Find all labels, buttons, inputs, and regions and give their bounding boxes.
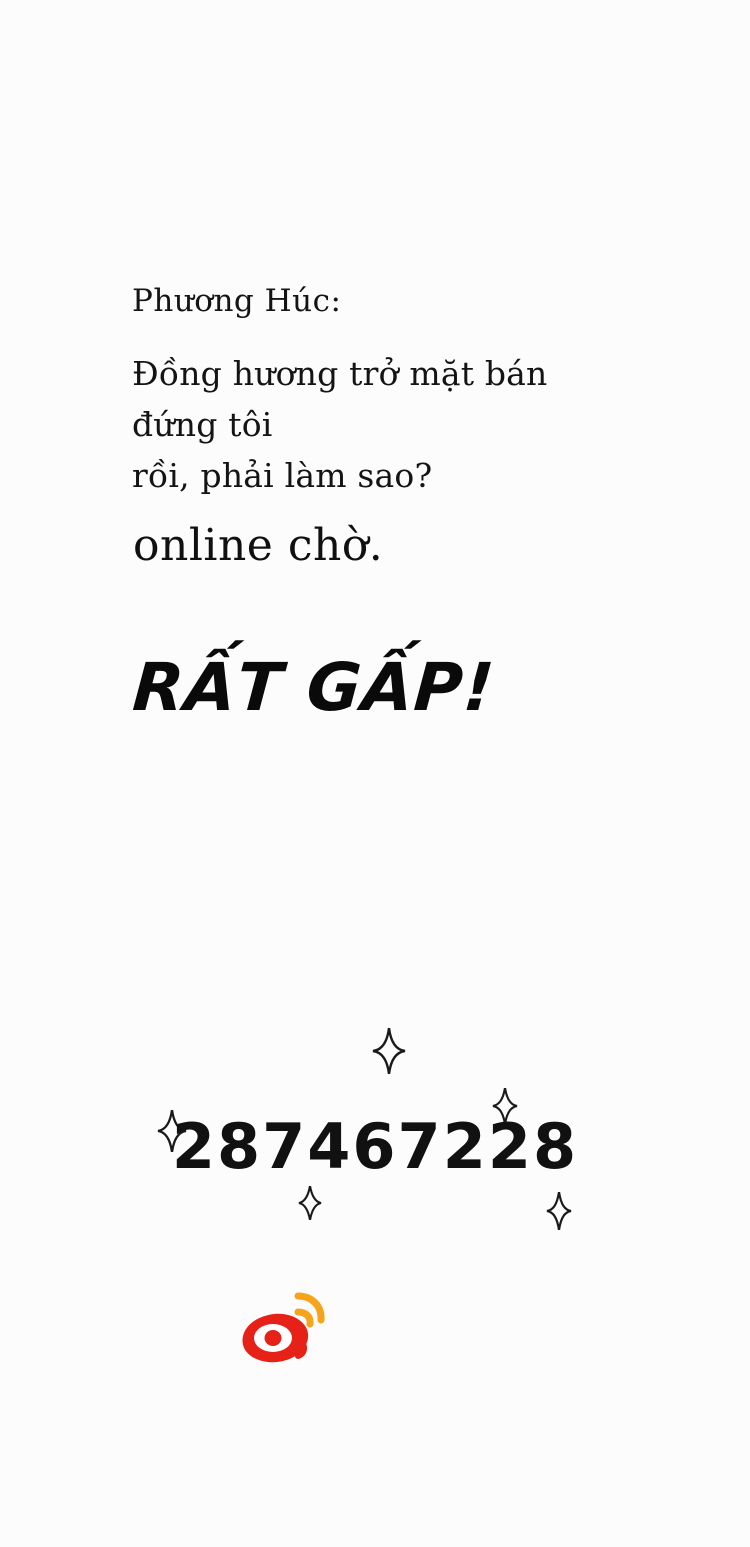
- dialogue-block: [132, 283, 652, 502]
- sparkle-icon: [546, 1192, 572, 1230]
- urgent-line: RẤT GẤP!: [130, 649, 498, 726]
- dialogue-line-1: Đồng hương trở mặt bán đứng tôi: [132, 354, 548, 445]
- sparkle-icon: [298, 1186, 322, 1220]
- dialogue-line-2: rồi, phải làm sao?: [132, 456, 433, 496]
- sparkle-icon: [372, 1028, 406, 1074]
- speaker-name: Phương Húc:: [132, 283, 342, 319]
- status-line: online chờ.: [133, 520, 384, 571]
- account-number: 287467228: [171, 1110, 579, 1183]
- weibo-logo-icon: [240, 1292, 326, 1366]
- number-section: [0, 1010, 750, 1260]
